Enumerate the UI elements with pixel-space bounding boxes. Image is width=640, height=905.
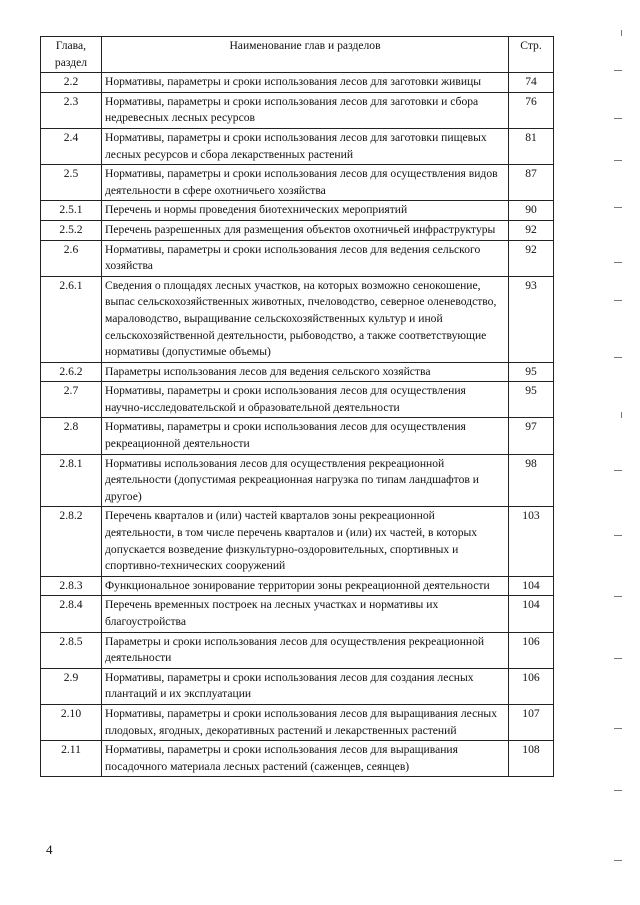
section-number: 2.8.1 — [41, 454, 102, 507]
section-title: Нормативы, параметры и сроки использования лесов для осуществления видов деятельности в сфере охотничьего хозяйства — [102, 165, 509, 201]
table-row — [41, 382, 554, 418]
table-row — [41, 596, 554, 632]
table-row — [41, 276, 554, 362]
section-page: 95 — [509, 382, 554, 418]
section-number: 2.4 — [41, 128, 102, 164]
table-row — [41, 92, 554, 128]
section-number: 2.8.4 — [41, 596, 102, 632]
section-page: 106 — [509, 668, 554, 704]
section-number: 2.10 — [41, 704, 102, 740]
section-number: 2.3 — [41, 92, 102, 128]
section-page: 97 — [509, 418, 554, 454]
section-number: 2.6.2 — [41, 362, 102, 382]
section-page: 90 — [509, 201, 554, 221]
section-title: Нормативы, параметры и сроки использования лесов для ведения сельского хозяйства — [102, 240, 509, 276]
section-number: 2.5 — [41, 165, 102, 201]
header-page: Стр. — [509, 37, 554, 73]
table-row — [41, 240, 554, 276]
section-title: Перечень временных построек на лесных участках и нормативы их благоустройства — [102, 596, 509, 632]
section-number: 2.5.2 — [41, 220, 102, 240]
section-title: Нормативы, параметры и сроки использования лесов для заготовки пищевых лесных ресурсов и сбора лекарственных растений — [102, 128, 509, 164]
section-number: 2.6 — [41, 240, 102, 276]
section-page: 92 — [509, 220, 554, 240]
section-title: Нормативы, параметры и сроки использования лесов для осуществления рекреационной деятельности — [102, 418, 509, 454]
section-page: 107 — [509, 704, 554, 740]
section-number: 2.8.5 — [41, 632, 102, 668]
section-number: 2.8.2 — [41, 507, 102, 576]
section-page: 81 — [509, 128, 554, 164]
section-title: Перечень кварталов и (или) частей кварталов зоны рекреационной деятельности, в том числе перечень кварталов и (или) их частей, в которых допускается возведение физкультурно-оздоровительных, спортивных и спортивно-технических сооружений — [102, 507, 509, 576]
section-number: 2.7 — [41, 382, 102, 418]
contents-body — [41, 73, 554, 777]
page-number: 4 — [46, 842, 53, 857]
table-row — [41, 704, 554, 740]
table-row — [41, 362, 554, 382]
section-title: Функциональное зонирование территории зоны рекреационной деятельности — [102, 576, 509, 596]
table-row — [41, 418, 554, 454]
section-title: Параметры и сроки использования лесов для осуществления рекреационной деятельности — [102, 632, 509, 668]
section-title: Нормативы, параметры и сроки использования лесов для заготовки и сбора недревесных лесных ресурсов — [102, 92, 509, 128]
contents-table — [40, 36, 554, 777]
section-title: Нормативы, параметры и сроки использования лесов для выращивания лесных плодовых, ягодных, декоративных растений и лекарственных растений — [102, 704, 509, 740]
section-title: Нормативы, параметры и сроки использования лесов для осуществления научно-исследовательской и образовательной деятельности — [102, 382, 509, 418]
section-title: Нормативы, параметры и сроки использования лесов для выращивания посадочного материала лесных растений (саженцев, сеянцев) — [102, 741, 509, 777]
table-row — [41, 73, 554, 93]
section-page: 87 — [509, 165, 554, 201]
table-row — [41, 165, 554, 201]
section-title: Сведения о площадях лесных участков, на которых возможно сенокошение, выпас сельскохозяйственных животных, пчеловодство, северное оленеводство, мараловодство, выращивание сельскохозяйственных культур и иной сельскохозяйственной деятельности, рыбоводство, а также соответствующие нормативы (допустимые объемы) — [102, 276, 509, 362]
section-title: Перечень разрешенных для размещения объектов охотничьей инфраструктуры — [102, 220, 509, 240]
section-page: 74 — [509, 73, 554, 93]
section-page: 76 — [509, 92, 554, 128]
section-page: 108 — [509, 741, 554, 777]
header-section: Глава, раздел — [41, 37, 102, 73]
table-row — [41, 201, 554, 221]
table-row — [41, 668, 554, 704]
section-title: Перечень и нормы проведения биотехнических мероприятий — [102, 201, 509, 221]
table-row — [41, 576, 554, 596]
section-page: 104 — [509, 596, 554, 632]
section-number: 2.5.1 — [41, 201, 102, 221]
table-row — [41, 128, 554, 164]
section-number: 2.9 — [41, 668, 102, 704]
table-row — [41, 220, 554, 240]
section-number: 2.6.1 — [41, 276, 102, 362]
section-page: 95 — [509, 362, 554, 382]
table-row — [41, 454, 554, 507]
section-page: 106 — [509, 632, 554, 668]
section-page: 104 — [509, 576, 554, 596]
table-row — [41, 632, 554, 668]
section-number: 2.8 — [41, 418, 102, 454]
section-page: 92 — [509, 240, 554, 276]
section-number: 2.8.3 — [41, 576, 102, 596]
section-title: Нормативы, параметры и сроки использования лесов для заготовки живицы — [102, 73, 509, 93]
section-title: Нормативы, параметры и сроки использования лесов для создания лесных плантаций и их эксплуатации — [102, 668, 509, 704]
section-number: 2.2 — [41, 73, 102, 93]
section-page: 93 — [509, 276, 554, 362]
section-page: 103 — [509, 507, 554, 576]
section-page: 98 — [509, 454, 554, 507]
table-row — [41, 741, 554, 777]
section-number: 2.11 — [41, 741, 102, 777]
table-row — [41, 507, 554, 576]
table-header-row — [41, 37, 554, 73]
section-title: Нормативы использования лесов для осуществления рекреационной деятельности (допустимая рекреационная нагрузка по типам ландшафтов и другое) — [102, 454, 509, 507]
header-title: Наименование глав и разделов — [102, 37, 509, 73]
section-title: Параметры использования лесов для ведения сельского хозяйства — [102, 362, 509, 382]
